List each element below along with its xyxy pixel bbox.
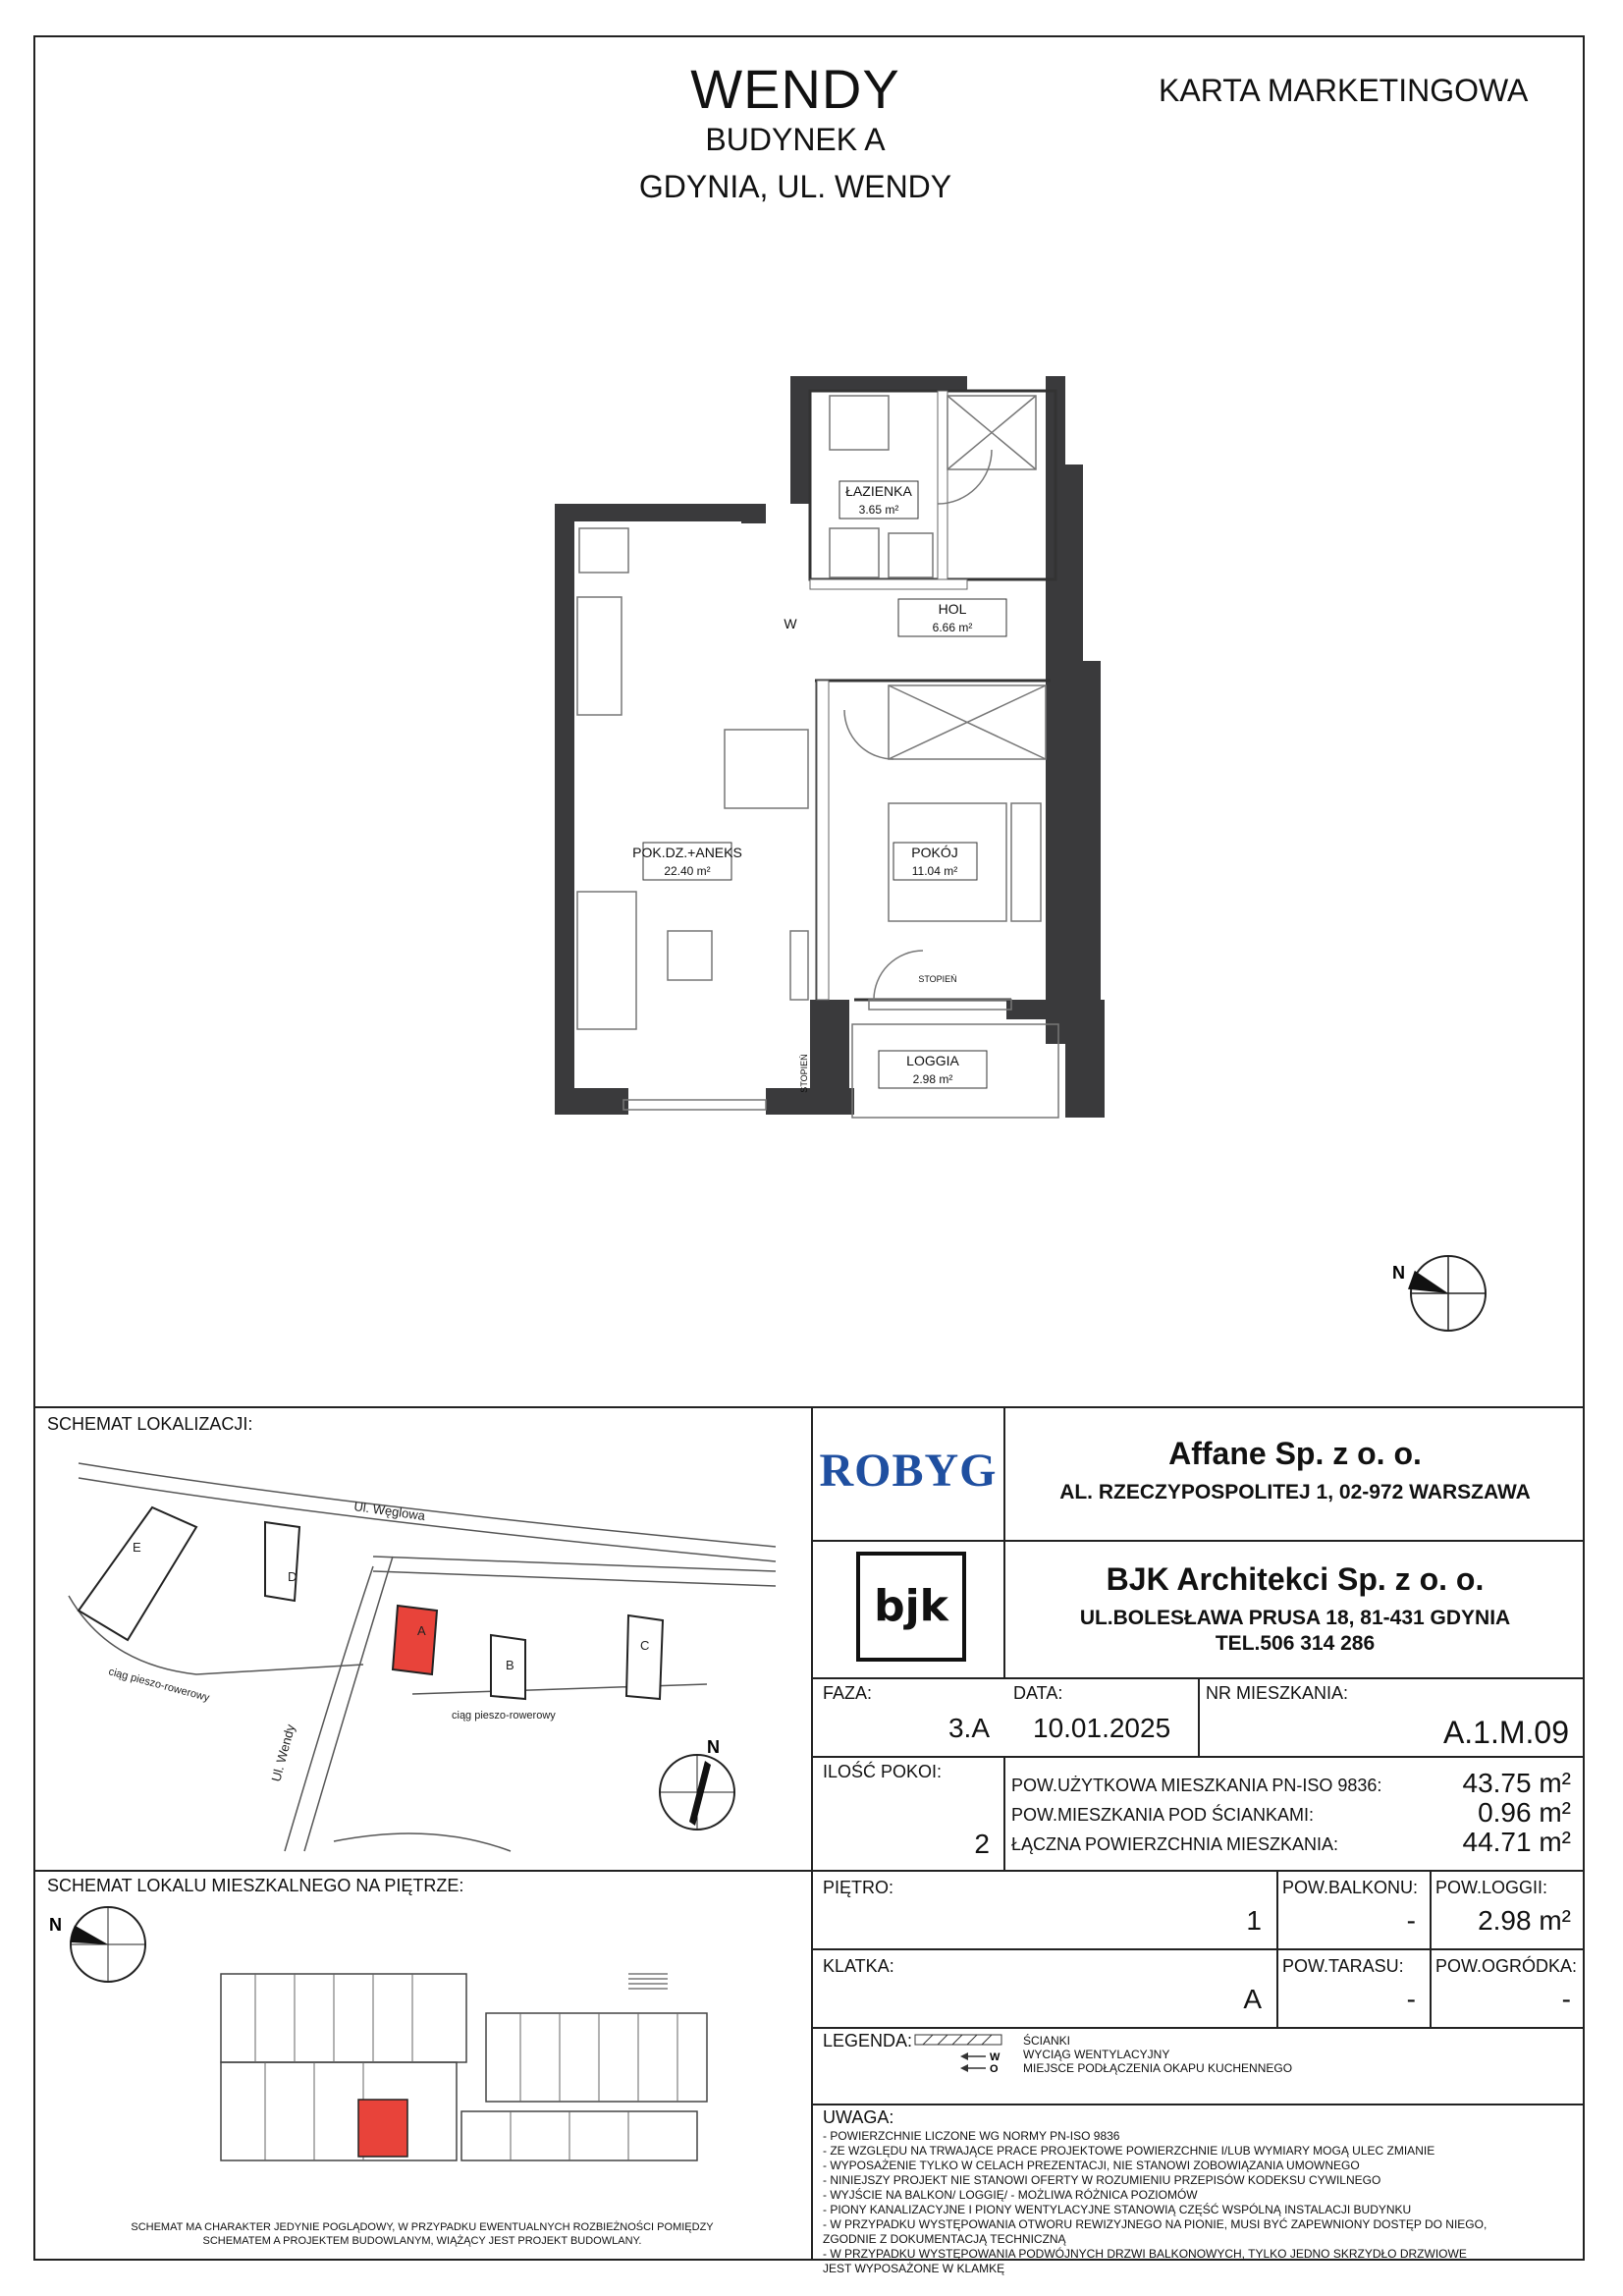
taras-value: - — [1406, 1984, 1416, 2014]
wall — [1046, 661, 1101, 1044]
room-area: 22.40 m² — [664, 864, 711, 878]
kitchen-counter — [577, 597, 622, 715]
area-usable-label: POW.UŻYTKOWA MIESZKANIA PN-ISO 9836: — [1011, 1776, 1382, 1795]
building-label: D — [288, 1569, 298, 1584]
room-name: POK.DZ.+ANEKS — [632, 845, 742, 860]
wall — [1006, 1000, 1105, 1019]
location-north-arrow — [660, 1737, 734, 1830]
nightstand — [1011, 803, 1041, 921]
room-name: POKÓJ — [911, 845, 958, 860]
balkon-label: POW.BALKONU: — [1282, 1878, 1419, 1897]
loggia-label: POW.LOGGII: — [1435, 1878, 1548, 1897]
nr-value: A.1.M.09 — [1442, 1715, 1569, 1750]
wall — [555, 1088, 628, 1115]
area-usable-value: 43.75 m² — [1462, 1768, 1571, 1798]
road-edge — [373, 1557, 776, 1571]
kitchen-counter — [579, 528, 628, 573]
floor-plan — [550, 371, 1109, 1147]
robyg-logo: ROBYG — [819, 1445, 998, 1497]
note-line: - POWIERZCHNIE LICZONE WG NORMY PN-ISO 9836 — [823, 2129, 1120, 2143]
building-title: BUDYNEK A — [705, 122, 886, 157]
area-total-label: ŁĄCZNA POWIERZCHNIA MIESZKANIA: — [1011, 1834, 1339, 1854]
apartment-highlight — [358, 2100, 407, 2157]
ogrodek-label: POW.OGRÓDKA: — [1435, 1956, 1578, 1976]
road-edge — [373, 1571, 776, 1586]
wall — [790, 376, 810, 504]
pietro-value: 1 — [1246, 1905, 1262, 1936]
notes-title: UWAGA: — [823, 2107, 894, 2127]
note-line: - PIONY KANALIZACYJNE I PIONY WENTYLACYJNE STANOWIĄ CZĘŚĆ WSPÓLNĄ INSTALACJI BUDYNKU — [823, 2203, 1412, 2216]
divider — [811, 1406, 813, 2261]
location-title: SCHEMAT LOKALIZACJI: — [47, 1414, 253, 1434]
faza-value: 3.A — [947, 1713, 990, 1743]
divider — [33, 1406, 1585, 1408]
disclaimer-line: SCHEMAT MA CHARAKTER JEDYNIE POGLĄDOWY, W PRZYPADKU EWENTUALNYCH ROZBIEŻNOŚCI POMIĘDZY — [131, 2221, 714, 2233]
legend-vent-symbol: W — [990, 2051, 1001, 2063]
divider — [811, 2104, 1585, 2105]
area-total-value: 44.71 m² — [1462, 1827, 1571, 1857]
step-label: STOPIEŃ — [799, 1054, 809, 1093]
pietro-label: PIĘTRO: — [823, 1878, 894, 1897]
building-d — [265, 1522, 299, 1601]
room-area: 6.66 m² — [932, 621, 973, 634]
wing-east — [486, 2013, 707, 2102]
floor-north-arrow — [49, 1903, 157, 1992]
project-title: WENDY — [690, 58, 900, 120]
shower — [830, 396, 889, 450]
hatched-wall — [817, 681, 829, 1000]
window — [623, 1100, 766, 1110]
vent-symbol: W — [784, 616, 797, 631]
legend-walls: ŚCIANKI — [1023, 2034, 1071, 2048]
note-line: - NINIEJSZY PROJEKT NIE STANOWI OFERTY W ROZUMIENIU PRZEPISÓW KODEKSU CYWILNEGO — [823, 2173, 1381, 2187]
developer-name: Affane Sp. z o. o. — [1168, 1436, 1422, 1471]
north-label: N — [1392, 1263, 1405, 1283]
hatched-wall — [810, 579, 967, 589]
building-c — [626, 1615, 663, 1699]
wall — [555, 504, 761, 521]
room-name: LOGGIA — [906, 1053, 959, 1068]
path-edge — [412, 1684, 707, 1694]
loggia-value: 2.98 m² — [1478, 1905, 1571, 1936]
tv-stand — [790, 931, 808, 1000]
architect-name: BJK Architekci Sp. z o. o. — [1106, 1561, 1485, 1597]
bjk-logo: bjk — [874, 1581, 948, 1631]
divider — [1003, 1756, 1005, 1870]
legend-symbols — [913, 2033, 1011, 2092]
building-e — [79, 1507, 196, 1640]
legend-title: LEGENDA: — [823, 2031, 913, 2050]
road-edge — [285, 1566, 373, 1851]
rooms-label: ILOŚĆ POKOI: — [823, 1762, 943, 1781]
notes-list — [823, 2129, 1579, 2276]
floor-schema-plan — [216, 1954, 727, 2180]
floor-schema-title: SCHEMAT LOKALU MIESZKALNEGO NA PIĘTRZE: — [47, 1876, 464, 1895]
room-name: ŁAZIENKA — [845, 483, 912, 499]
building-label: C — [640, 1638, 650, 1653]
door-swing — [874, 951, 923, 1000]
building-a-highlight — [393, 1606, 437, 1674]
divider — [811, 2027, 1585, 2029]
taras-label: POW.TARASU: — [1282, 1956, 1404, 1976]
legend-hood-symbol: O — [990, 2063, 999, 2075]
road-edge — [304, 1557, 393, 1851]
street-label: Ul. Węglowa — [352, 1499, 426, 1524]
area-walls-label: POW.MIESZKANIA POD ŚCIANKAMI: — [1011, 1805, 1315, 1825]
data-value: 10.01.2025 — [1033, 1713, 1171, 1743]
path-label: ciąg pieszo-rowerowy — [452, 1710, 556, 1722]
faza-label: FAZA: — [823, 1683, 873, 1703]
balkon-value: - — [1406, 1905, 1416, 1936]
location-map — [59, 1439, 795, 1861]
step-label: STOPIEŃ — [918, 974, 957, 984]
divider — [1198, 1677, 1200, 1756]
wing-north — [221, 1974, 466, 2062]
path-edge — [334, 1833, 511, 1851]
address-title: GDYNIA, UL. WENDY — [638, 169, 952, 204]
note-line: JEST WYPOSAŻONE W KLAMKĘ — [823, 2262, 1005, 2275]
wall — [1046, 465, 1083, 661]
developer-address: AL. RZECZYPOSPOLITEJ 1, 02-972 WARSZAWA — [1059, 1481, 1531, 1503]
divider — [811, 1870, 1585, 1872]
wing-east-south — [461, 2111, 697, 2160]
wall — [1065, 1019, 1105, 1118]
building-label: E — [133, 1540, 141, 1555]
data-label: DATA: — [1013, 1683, 1063, 1703]
bjk-logo-frame — [856, 1552, 966, 1662]
note-line: ZGODNIE Z DOKUMENTACJĄ TECHNICZNĄ — [823, 2232, 1066, 2246]
north-arrow — [1384, 1249, 1492, 1338]
room-area: 3.65 m² — [858, 503, 899, 517]
divider — [33, 1870, 811, 1872]
room-area: 11.04 m² — [911, 864, 958, 878]
legend-hood: MIEJSCE PODŁĄCZENIA OKAPU KUCHENNEGO — [1023, 2061, 1293, 2075]
divider — [811, 1540, 1585, 1542]
note-line: - ZE WZGLĘDU NA TRWAJĄCE PRACE PROJEKTOWE POWIERZCHNIE I/LUB WYMIARY MOGĄ ULEC ZMIANIE — [823, 2144, 1435, 2158]
sofa — [577, 892, 636, 1029]
building-label: A — [417, 1623, 426, 1638]
note-line: - WYJŚCIE NA BALKON/ LOGGIĘ/ - MOŻLIWA RÓŻNICA POZIOMÓW — [823, 2188, 1198, 2202]
building-label: B — [506, 1658, 514, 1672]
klatka-label: KLATKA: — [823, 1956, 894, 1976]
area-walls-value: 0.96 m² — [1478, 1797, 1571, 1828]
note-line: - W PRZYPADKU WYSTĘPOWANIA PODWÓJNYCH DRZWI BALKONOWYCH, TYLKO JEDNO SKRZYDŁO DRZWIOWE — [823, 2247, 1467, 2261]
dining-table — [725, 730, 808, 808]
rooms-value: 2 — [974, 1829, 990, 1859]
architect-phone: TEL.506 314 286 — [1215, 1632, 1376, 1655]
hatched-wall — [938, 391, 947, 579]
architect-address: UL.BOLESŁAWA PRUSA 18, 81-431 GDYNIA — [1079, 1607, 1511, 1629]
sink — [889, 533, 933, 577]
north-label: N — [49, 1915, 62, 1935]
room-area: 2.98 m² — [912, 1072, 953, 1086]
ogrodek-value: - — [1561, 1984, 1571, 2014]
path-label: ciąg pieszo-rowerowy — [107, 1666, 211, 1705]
washing-machine — [830, 528, 879, 577]
klatka-value: A — [1243, 1984, 1262, 2014]
room-name: HOL — [938, 601, 967, 617]
street-label: Ul. Wendy — [268, 1722, 298, 1783]
wall — [741, 504, 766, 523]
note-line: - WYPOSAŻENIE TYLKO W CELACH PREZENTACJI, NIE STANOWI ZOBOWIĄZANIA UMOWNEGO — [823, 2159, 1360, 2172]
nr-label: NR MIESZKANIA: — [1206, 1683, 1349, 1703]
divider — [811, 1948, 1585, 1950]
legend-vent: WYCIĄG WENTYLACYJNY — [1023, 2048, 1170, 2061]
divider — [811, 1756, 1585, 1758]
note-line: - W PRZYPADKU WYSTĘPOWANIA OTWORU REWIZYJNEGO NA PIONIE, MUSI BYĆ ZAPEWNIONY DOSTĘP DO NIEGO, — [823, 2217, 1488, 2231]
wall — [555, 504, 574, 1113]
card-type: KARTA MARKETINGOWA — [1159, 73, 1529, 108]
door-swing — [844, 710, 893, 759]
wall — [810, 1000, 839, 1024]
disclaimer-line: SCHEMATEM A PROJEKTEM BUDOWLANYM, WIĄŻĄCY JEST PROJEKT BUDOWLANY. — [202, 2235, 642, 2247]
north-label: N — [707, 1737, 720, 1757]
coffee-table — [668, 931, 712, 980]
wing-south — [221, 2062, 457, 2160]
